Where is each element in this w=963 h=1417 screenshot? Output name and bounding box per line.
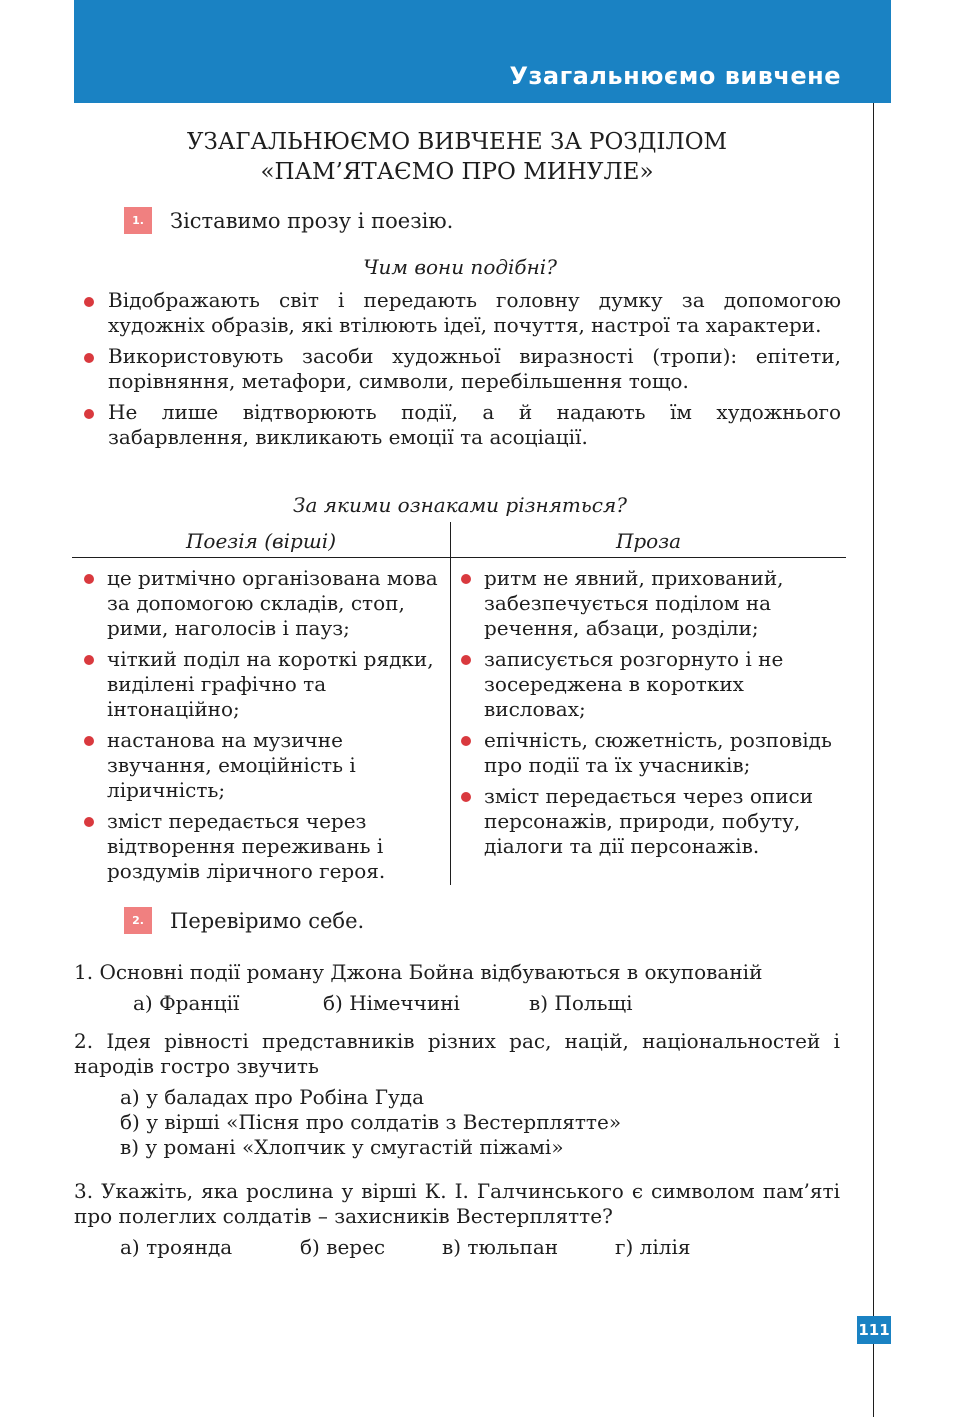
answer-option: в) Польщі <box>529 991 633 1015</box>
bullet-icon <box>84 736 94 746</box>
list-item: зміст передається через відтворення переживань і роздумів ліричного героя. <box>84 809 442 884</box>
margin-line <box>873 103 874 1417</box>
bullet-icon <box>461 736 471 746</box>
answer-option: в) тюльпан <box>442 1235 559 1259</box>
answer-option: а) Франції <box>133 991 240 1015</box>
list-item: це ритмічно організована мова за допомогою складів, стоп, рими, наголосів і пауз; <box>84 566 442 641</box>
answer-option: в) у романі «Хлопчик у смугастій піжамі» <box>120 1135 564 1159</box>
task-text: Перевіримо себе. <box>170 908 365 933</box>
bullet-icon <box>461 792 471 802</box>
answer-option: а) троянда <box>120 1235 233 1259</box>
differences-heading: За якими ознаками різняться? <box>293 493 627 517</box>
bullet-icon <box>84 353 94 363</box>
table-header-divider <box>72 557 846 558</box>
section-title: Узагальнюємо вивчене <box>509 62 841 90</box>
list-item: епічність, сюжетність, розповідь про події та їх учасників; <box>461 728 841 778</box>
header-band <box>74 0 891 103</box>
list-item: настанова на музичне звучання, емоційність і ліричність; <box>84 728 442 803</box>
page-title-line-2: «ПАМ’ЯТАЄМО ПРО МИНУЛЕ» <box>260 159 654 185</box>
answer-option: г) лілія <box>615 1235 691 1259</box>
bullet-icon <box>84 297 94 307</box>
bullet-icon <box>84 409 94 419</box>
bullet-icon <box>461 655 471 665</box>
bullet-icon <box>84 574 94 584</box>
task-2 <box>124 907 364 934</box>
list-item: зміст передається через описи персонажів, природи, побуту, діалоги та дії персонажів. <box>461 784 841 859</box>
list-item: Відображають світ і передають головну думку за допомогою художніх образів, які втілюють ідеї, почуття, настрої та характери. <box>84 288 841 338</box>
similarities-list <box>84 288 841 456</box>
prose-list <box>461 566 841 865</box>
question-2: 2. Ідея рівності представників різних рас, націй, національностей і народів гостро звучить <box>74 1029 840 1078</box>
bullet-icon <box>461 574 471 584</box>
question-3-options <box>120 1237 820 1261</box>
list-item: чіткий поділ на короткі рядки, виділені графічно та інтонаційно; <box>84 647 442 722</box>
list-item: Використовують засоби художньої виразності (тропи): епітети, порівняння, метафори, символи, перебільшення тощо. <box>84 344 841 394</box>
task-1 <box>124 207 453 234</box>
list-item: ритм не явний, прихований, забезпечується поділом на речення, абзаци, розділи; <box>461 566 841 641</box>
list-item: Не лише відтворюють події, а й надають їм художнього забарвлення, викликають емоції та асоціації. <box>84 400 841 450</box>
column-header-prose: Проза <box>615 529 682 553</box>
page-number: 111 <box>857 1316 891 1344</box>
page-title-line-1: УЗАГАЛЬНЮЄМО ВИВЧЕНЕ ЗА РОЗДІЛОМ <box>186 129 728 155</box>
task-text: Зіставимо прозу і поезію. <box>170 208 454 233</box>
question-1-options <box>133 993 833 1017</box>
answer-option: а) у баладах про Робіна Гуда <box>120 1085 425 1109</box>
column-header-poetry: Поезія (вірші) <box>185 529 336 553</box>
table-column-divider <box>450 522 451 885</box>
task-number-badge: 2. <box>124 907 152 934</box>
list-item: записується розгорнуто і не зосереджена в коротких висловах; <box>461 647 841 722</box>
bullet-icon <box>84 817 94 827</box>
question-2-options <box>120 1085 621 1160</box>
bullet-icon <box>84 655 94 665</box>
similarities-heading: Чим вони подібні? <box>363 255 557 279</box>
answer-option: б) у вірші «Пісня про солдатів з Вестерплятте» <box>120 1110 622 1134</box>
task-number-badge: 1. <box>124 207 152 234</box>
question-3: 3. Укажіть, яка рослина у вірші К. І. Галчинського є символом пам’яті про полеглих солдатів – захисників Вестерплятте? <box>74 1179 840 1228</box>
answer-option: б) Німеччині <box>323 991 460 1015</box>
answer-option: б) верес <box>300 1235 386 1259</box>
question-1: 1. Основні події роману Джона Бойна відбуваються в окупованій <box>74 960 763 984</box>
poetry-list <box>84 566 442 890</box>
